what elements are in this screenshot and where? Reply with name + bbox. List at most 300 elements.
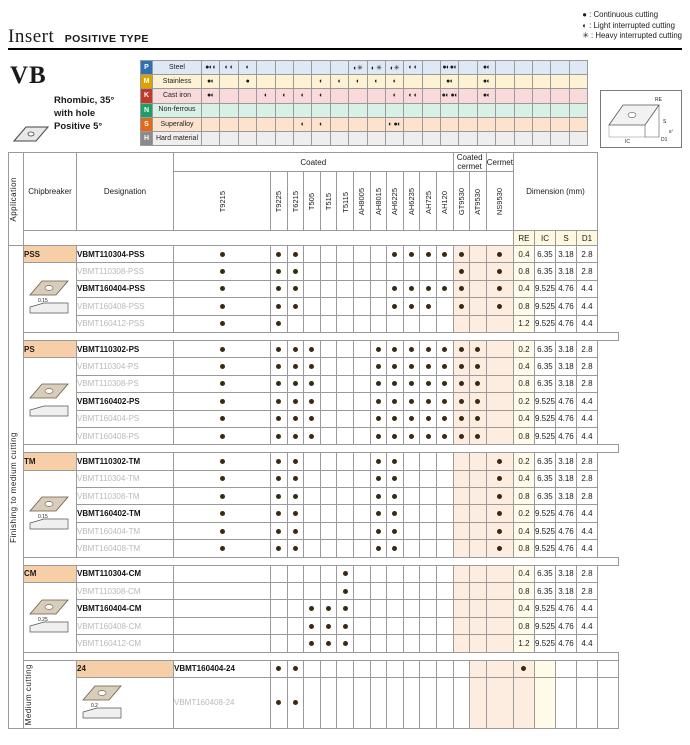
grade-mark-AH8005: [353, 600, 370, 617]
material-cell: [312, 61, 330, 75]
grade-mark-AT9530: [486, 660, 513, 677]
material-cell: [551, 131, 569, 145]
chipbreaker-name: 24: [77, 660, 174, 677]
table-row[interactable]: [9, 540, 619, 557]
material-cell: ●◐: [477, 89, 495, 103]
material-cell: [496, 61, 514, 75]
dimension-RE: 0.4: [513, 358, 534, 375]
grade-mark-T515: [320, 565, 337, 582]
grade-mark-AH8005: [353, 280, 370, 297]
chipbreaker-header: Chipbreaker: [24, 153, 77, 231]
grade-mark-AH8005: [353, 540, 370, 557]
grade-mark-AH6235: [420, 660, 437, 677]
designation-cell[interactable]: VBMT110308-PS: [77, 375, 174, 392]
table-row[interactable]: [9, 427, 619, 444]
material-cell: ●◐◐: [202, 61, 220, 75]
grade-mark-T6215: [287, 298, 304, 315]
grade-mark-T9225: [271, 280, 288, 297]
grade-mark-AH725: [420, 470, 437, 487]
grade-mark-AH120: [436, 583, 453, 600]
table-row[interactable]: [9, 505, 619, 522]
grade-header-AH8015: AH8015: [370, 172, 387, 231]
material-cell: [514, 89, 532, 103]
grade-mark-T6215: [287, 565, 304, 582]
table-row[interactable]: [9, 358, 619, 375]
dimension-S: 4.76: [555, 540, 576, 557]
grade-mark-T9225: [271, 427, 288, 444]
grade-mark-AH8005: [353, 617, 370, 634]
grade-header-T515: T515: [320, 172, 337, 231]
table-row[interactable]: [9, 600, 619, 617]
table-row[interactable]: [9, 340, 619, 357]
grade-mark-AH6225: [387, 427, 404, 444]
material-cell: ◐: [385, 75, 403, 89]
material-name: Superalloy: [153, 117, 202, 131]
grade-mark-AH725: [420, 358, 437, 375]
material-row: [141, 103, 588, 117]
grade-header-NS9530: NS9530: [486, 172, 513, 231]
material-row: [141, 61, 588, 75]
table-row[interactable]: [9, 660, 619, 677]
grade-mark-T515: [320, 453, 337, 470]
grade-mark-T9215: [174, 470, 271, 487]
grade-mark-AH725: [420, 427, 437, 444]
material-cell: [514, 75, 532, 89]
grade-mark-AH725: [420, 540, 437, 557]
grade-mark-T515: [320, 635, 337, 652]
grade-mark-NS9530: [486, 600, 513, 617]
grade-mark-AH6235: [403, 280, 420, 297]
grade-mark-AT9530: [470, 522, 487, 539]
designation-cell[interactable]: VBMT160402-PS: [77, 393, 174, 410]
grade-mark-AH8015: [370, 617, 387, 634]
material-cell: ◐: [312, 89, 330, 103]
material-cell: [459, 61, 477, 75]
material-cell: [257, 131, 275, 145]
material-name: Stainless: [153, 75, 202, 89]
grade-mark-AT9530: [470, 488, 487, 505]
grade-mark-AH725: [420, 375, 437, 392]
designation-cell[interactable]: VBMT160408-CM: [77, 617, 174, 634]
grade-mark-AH6235: [403, 635, 420, 652]
grade-header-GT9530: GT9530: [453, 172, 470, 231]
table-row[interactable]: [9, 263, 619, 280]
grade-mark-T6215: [287, 583, 304, 600]
material-cell: [275, 117, 293, 131]
grade-mark-AH8015: [370, 522, 387, 539]
material-cell: [514, 61, 532, 75]
material-cell: ◐: [330, 75, 348, 89]
grade-mark-AH6235: [403, 617, 420, 634]
grade-mark-NS9530: [486, 298, 513, 315]
grade-mark-NS9530: [486, 505, 513, 522]
grade-header-T9215: T9215: [174, 172, 271, 231]
grade-mark-NS9530: [513, 677, 534, 728]
grade-mark-AH8015: [370, 635, 387, 652]
material-cell: [330, 61, 348, 75]
material-cell: [422, 89, 440, 103]
material-cell: [404, 75, 422, 89]
material-cell: [441, 131, 459, 145]
grade-mark-T9215: [271, 677, 288, 728]
table-row[interactable]: [9, 522, 619, 539]
material-cell: ●◐: [202, 75, 220, 89]
table-row[interactable]: [9, 453, 619, 470]
grade-mark-AT9530: [470, 280, 487, 297]
designation-cell[interactable]: VBMT110302-PS: [77, 340, 174, 357]
dimension-S: 3.18: [555, 263, 576, 280]
designation-cell[interactable]: VBMT160404-24: [174, 660, 271, 677]
table-row[interactable]: [9, 393, 619, 410]
designation-cell[interactable]: VBMT160408-PSS: [77, 298, 174, 315]
designation-cell[interactable]: VBMT160404-PSS: [77, 280, 174, 297]
dimension-RE: [534, 677, 555, 728]
dimension-IC: 9.525: [534, 600, 555, 617]
grade-mark-AT9530: [470, 375, 487, 392]
material-name: Hard material: [153, 131, 202, 145]
dimension-D1: 2.8: [576, 470, 597, 487]
grade-mark-AH6235: [403, 340, 420, 357]
dimension-S: 3.18: [555, 488, 576, 505]
grade-mark-AH8015: [370, 358, 387, 375]
dimension-S: 3.18: [555, 565, 576, 582]
grade-mark-T505: [304, 375, 321, 392]
grade-mark-AH6225: [387, 488, 404, 505]
grade-header-T505: T505: [304, 172, 321, 231]
dimension-RE: 0.8: [513, 263, 534, 280]
application-label-medium: Medium cutting: [24, 660, 77, 728]
dimension-D1: 2.8: [576, 583, 597, 600]
material-cell: [459, 131, 477, 145]
section-spacer: [9, 332, 619, 340]
material-cell: [496, 75, 514, 89]
chipbreaker-illustration: [24, 263, 77, 333]
dimension-S: 3.18: [555, 453, 576, 470]
grade-mark-T6215: [287, 280, 304, 297]
material-cell: [459, 89, 477, 103]
dimension-S: 4.76: [555, 635, 576, 652]
material-cell: [533, 89, 551, 103]
grade-mark-AH725: [420, 298, 437, 315]
grade-mark-AH6225: [387, 635, 404, 652]
dimension-D1: 4.4: [576, 540, 597, 557]
table-row[interactable]: [9, 375, 619, 392]
grade-header-AH725: AH725: [420, 172, 437, 231]
grade-mark-AH8015: [370, 488, 387, 505]
material-cell: [533, 103, 551, 117]
insert-grade-table: [8, 152, 619, 729]
dimension-D1: 2.8: [576, 488, 597, 505]
grade-mark-AH8015: [370, 505, 387, 522]
dimension-S: 4.76: [555, 600, 576, 617]
material-cell: [422, 75, 440, 89]
designation-cell[interactable]: VBMT160412-CM: [77, 635, 174, 652]
rhombic-insert-icon: [12, 124, 50, 144]
svg-text:RE: RE: [655, 97, 662, 103]
dimension-D1: 2.8: [576, 263, 597, 280]
grade-header-AT9530: AT9530: [470, 172, 487, 231]
material-cell: [404, 117, 422, 131]
grade-mark-NS9530: [486, 263, 513, 280]
grade-mark-T5115: [337, 470, 354, 487]
grade-mark-AH120: [436, 375, 453, 392]
designation-cell[interactable]: VBMT110304-PSS: [77, 246, 174, 263]
grade-header-AH6225: AH6225: [387, 172, 404, 231]
grade-mark-GT9530: [453, 470, 470, 487]
grade-mark-AH725: [420, 565, 437, 582]
grade-mark-T6215: [287, 522, 304, 539]
table-row[interactable]: [9, 488, 619, 505]
grade-mark-AH120: [436, 635, 453, 652]
designation-cell[interactable]: VBMT160402-TM: [77, 505, 174, 522]
grade-mark-GT9530: [453, 393, 470, 410]
material-cell: [441, 117, 459, 131]
product-desc-line3: Positive 5°: [54, 121, 103, 132]
material-cell: [349, 131, 367, 145]
grade-mark-AH725: [420, 410, 437, 427]
material-cell: [569, 117, 587, 131]
designation-cell[interactable]: VBMT110304-TM: [77, 470, 174, 487]
grade-mark-T5115: [337, 280, 354, 297]
grade-mark-AH120: [436, 298, 453, 315]
grade-mark-NS9530: [486, 522, 513, 539]
material-cell: ●◐: [441, 75, 459, 89]
dimension-RE: 1.2: [513, 315, 534, 332]
grade-mark-AT9530: [470, 600, 487, 617]
grade-mark-AH725: [420, 505, 437, 522]
application-label-finishing: Finishing to medium cutting: [9, 246, 24, 729]
dimension-RE: 0.8: [513, 427, 534, 444]
dimension-IC: 6.35: [534, 246, 555, 263]
grade-mark-T5115: [337, 488, 354, 505]
table-row[interactable]: [9, 583, 619, 600]
material-cell: [533, 117, 551, 131]
material-cell: [404, 103, 422, 117]
designation-cell[interactable]: VBMT160408-TM: [77, 540, 174, 557]
grade-mark-AH8005: [370, 660, 387, 677]
chipbreaker-name: PS: [24, 340, 77, 357]
dimension-IC: 6.35: [534, 470, 555, 487]
grade-mark-T5115: [337, 635, 354, 652]
table-row[interactable]: [9, 635, 619, 652]
material-cell: [238, 131, 256, 145]
grade-mark-GT9530: [453, 315, 470, 332]
grade-mark-GT9530: [453, 565, 470, 582]
material-cell: ●◐●◐: [441, 61, 459, 75]
grade-mark-AH120: [436, 246, 453, 263]
grade-mark-T5115: [353, 660, 370, 677]
material-cell: [477, 117, 495, 131]
page-header: [8, 26, 682, 48]
dimension-RE: 0.2: [513, 340, 534, 357]
table-row[interactable]: [9, 470, 619, 487]
table-row[interactable]: [9, 565, 619, 582]
designation-cell[interactable]: VBMT160408-PS: [77, 427, 174, 444]
grade-mark-NS9530: [486, 280, 513, 297]
grade-mark-AH725: [420, 393, 437, 410]
dimension-D1: 4.4: [576, 427, 597, 444]
designation-cell[interactable]: VBMT160412-PSS: [77, 315, 174, 332]
grade-mark-AH6225: [387, 617, 404, 634]
dimension-RE: 0.4: [513, 246, 534, 263]
designation-cell[interactable]: VBMT110308-PSS: [77, 263, 174, 280]
designation-cell[interactable]: VBMT110304-PS: [77, 358, 174, 375]
grade-mark-T505: [304, 470, 321, 487]
grade-mark-T9215: [174, 263, 271, 280]
grade-mark-T6215: [287, 488, 304, 505]
grade-mark-AH6225: [403, 660, 420, 677]
grade-mark-T5115: [337, 453, 354, 470]
grade-mark-AT9530: [470, 635, 487, 652]
material-cell: [551, 89, 569, 103]
grade-mark-AH6235: [403, 427, 420, 444]
dimension-D1: 4.4: [576, 393, 597, 410]
grade-mark-AH8005: [353, 393, 370, 410]
grade-mark-AH6235: [403, 375, 420, 392]
grade-mark-AT9530: [470, 427, 487, 444]
material-key: H: [141, 131, 153, 145]
section-spacer-cell: [24, 557, 619, 565]
grade-mark-AH6225: [387, 263, 404, 280]
table-row[interactable]: [9, 315, 619, 332]
designation-cell[interactable]: VBMT160404-PS: [77, 410, 174, 427]
dimension-RE: 0.8: [513, 375, 534, 392]
grade-mark-T9225: [271, 565, 288, 582]
grade-mark-T9215: [174, 540, 271, 557]
grade-mark-T505: [304, 427, 321, 444]
material-cell: ●◐ ●◐: [441, 89, 459, 103]
dimension-D1: 2.8: [576, 565, 597, 582]
grade-mark-GT9530: [470, 677, 487, 728]
grade-mark-T515: [320, 375, 337, 392]
designation-cell[interactable]: VBMT110308-CM: [77, 583, 174, 600]
table-row[interactable]: [9, 677, 619, 728]
grade-mark-T505: [304, 617, 321, 634]
table-row[interactable]: [9, 298, 619, 315]
grade-mark-GT9530: [453, 600, 470, 617]
grade-mark-AH8005: [353, 263, 370, 280]
grade-mark-GT9530: [453, 410, 470, 427]
table-row[interactable]: [9, 246, 619, 263]
grade-header-T6215: T6215: [287, 172, 304, 231]
section-spacer: [9, 557, 619, 565]
material-cell: [293, 61, 311, 75]
grade-mark-T515: [320, 600, 337, 617]
designation-cell[interactable]: VBMT160404-TM: [77, 522, 174, 539]
material-cell: [459, 117, 477, 131]
table-row[interactable]: [9, 410, 619, 427]
dimension-S: 4.76: [555, 298, 576, 315]
dimension-IC: 9.525: [534, 298, 555, 315]
designation-cell[interactable]: VBMT110302-TM: [77, 453, 174, 470]
grade-mark-AH8015: [387, 660, 404, 677]
grade-mark-T5115: [337, 246, 354, 263]
dimension-RE: 0.4: [513, 522, 534, 539]
grade-mark-AT9530: [486, 677, 513, 728]
designation-cell[interactable]: VBMT160404-CM: [77, 600, 174, 617]
dimension-S: 4.76: [555, 280, 576, 297]
grade-mark-AT9530: [470, 410, 487, 427]
group-header-cermet: Cermet: [486, 153, 513, 172]
grade-mark-AH6225: [387, 246, 404, 263]
material-cell: [367, 89, 385, 103]
designation-cell[interactable]: VBMT110304-CM: [77, 565, 174, 582]
svg-text:0.15: 0.15: [38, 513, 48, 520]
grade-mark-T9215: [174, 246, 271, 263]
grade-mark-GT9530: [453, 246, 470, 263]
grade-mark-T515: [320, 315, 337, 332]
grade-mark-T6215: [287, 410, 304, 427]
grade-mark-T5115: [337, 522, 354, 539]
grade-mark-T505: [304, 393, 321, 410]
chipbreaker-name: TM: [24, 453, 77, 470]
grade-mark-AH8005: [353, 470, 370, 487]
grade-mark-GT9530: [453, 488, 470, 505]
material-cell: ●◐: [477, 61, 495, 75]
dimension-D1: [597, 660, 618, 677]
grade-mark-NS9530: [513, 660, 534, 677]
grade-mark-GT9530: [453, 280, 470, 297]
grade-mark-AH725: [420, 635, 437, 652]
grade-mark-T505: [320, 677, 337, 728]
grade-mark-T9225: [271, 315, 288, 332]
grade-mark-NS9530: [486, 410, 513, 427]
material-cell: [459, 75, 477, 89]
grade-mark-T5115: [337, 410, 354, 427]
grade-mark-T515: [320, 358, 337, 375]
table-row[interactable]: [9, 617, 619, 634]
grade-mark-T6215: [287, 470, 304, 487]
grade-mark-T9215: [174, 635, 271, 652]
designation-cell[interactable]: VBMT160408-24: [174, 677, 271, 728]
grade-mark-AH8005: [353, 315, 370, 332]
material-cell: [441, 103, 459, 117]
chipbreaker-illustration: [77, 677, 174, 728]
page-title: Insert: [8, 26, 55, 47]
designation-cell[interactable]: VBMT110308-TM: [77, 488, 174, 505]
grade-mark-AH120: [436, 565, 453, 582]
material-cell: [514, 103, 532, 117]
material-cell: [330, 117, 348, 131]
material-cell: [312, 131, 330, 145]
grade-mark-T9215: [174, 410, 271, 427]
grade-mark-AH8005: [353, 298, 370, 315]
material-cell: ●◐: [477, 75, 495, 89]
material-cell: [533, 75, 551, 89]
material-cell: [257, 75, 275, 89]
grade-mark-T5115: [337, 427, 354, 444]
dimension-header-row: [9, 231, 619, 246]
material-cell: [367, 131, 385, 145]
grade-mark-AH8015: [370, 600, 387, 617]
grade-mark-AH6235: [403, 583, 420, 600]
group-header-coated: Coated: [174, 153, 454, 172]
grade-mark-T6215: [287, 635, 304, 652]
dimension-RE: 1.2: [513, 635, 534, 652]
grade-mark-AH8015: [370, 393, 387, 410]
table-row[interactable]: [9, 280, 619, 297]
grade-mark-AH6235: [403, 410, 420, 427]
group-header-dimension: Dimension (mm): [513, 153, 597, 231]
dimension-RE: 0.4: [513, 470, 534, 487]
material-cell: [238, 103, 256, 117]
grade-mark-T9215: [174, 488, 271, 505]
grade-mark-AH6235: [403, 315, 420, 332]
grade-mark-T6215: [287, 263, 304, 280]
grade-mark-AH725: [420, 453, 437, 470]
material-cell: ◐ ◐: [404, 89, 422, 103]
dimension-header-RE: RE: [513, 231, 534, 246]
